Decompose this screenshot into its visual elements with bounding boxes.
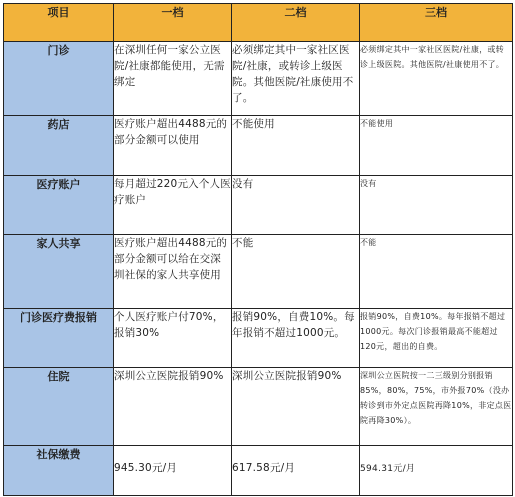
header-tier-1: 一档: [114, 4, 232, 42]
tier1-cell: 医疗账户超出4488元的部分金额可以使用: [114, 116, 232, 176]
tier2-cell: 不能: [232, 235, 360, 309]
tier1-cell: 个人医疗账户付70%，报销30%: [114, 309, 232, 368]
insurance-comparison-table: [3, 3, 513, 496]
row-medical-account: [4, 176, 513, 235]
tier2-cell: 不能使用: [232, 116, 360, 176]
tier2-cell: 必须绑定其中一家社区医院/社康，或转诊上级医院。其他医院/社康使用不了。: [232, 42, 360, 116]
row-hospitalization: [4, 368, 513, 446]
tier3-cell: 不能使用: [360, 116, 513, 176]
header-item: 项目: [4, 4, 114, 42]
tier3-cell: 没有: [360, 176, 513, 235]
tier3-cell: 不能: [360, 235, 513, 309]
tier1-cell: 在深圳任何一家公立医院/社康都能使用，无需绑定: [114, 42, 232, 116]
header-tier-3: 三档: [360, 4, 513, 42]
row-pharmacy: [4, 116, 513, 176]
tier1-cell: 每月超过220元入个人医疗账户: [114, 176, 232, 235]
row-label: 门诊: [4, 42, 114, 116]
tier2-cell: 没有: [232, 176, 360, 235]
header-row: [4, 4, 513, 42]
tier3-cell: 必须绑定其中一家社区医院/社康，或转诊上级医院。其他医院/社康使用不了。: [360, 42, 513, 116]
row-label: 社保缴费: [4, 446, 114, 496]
row-outpatient: [4, 42, 513, 116]
tier3-cell: 报销90%，自费10%。每年报销不超过1000元。每次门诊报销最高不能超过120元，超出的自费。: [360, 309, 513, 368]
tier3-cell: 594.31元/月: [360, 446, 513, 496]
row-label: 门诊医疗费报销: [4, 309, 114, 368]
row-label: 住院: [4, 368, 114, 446]
tier3-cell: 深圳公立医院按一二三级别分别报销85%，80%，75%，市外报70%（没办转诊到市外定点医院再降10%，非定点医院再降30%）。: [360, 368, 513, 446]
row-label: 药店: [4, 116, 114, 176]
row-label: 家人共享: [4, 235, 114, 309]
tier2-cell: 深圳公立医院报销90%: [232, 368, 360, 446]
row-label: 医疗账户: [4, 176, 114, 235]
tier1-cell: 945.30元/月: [114, 446, 232, 496]
row-contribution: [4, 446, 513, 496]
row-outpatient-reimbursement: [4, 309, 513, 368]
row-family-share: [4, 235, 513, 309]
tier1-cell: 医疗账户超出4488元的部分金额可以给在交深圳社保的家人共享使用: [114, 235, 232, 309]
header-tier-2: 二档: [232, 4, 360, 42]
tier2-cell: 617.58元/月: [232, 446, 360, 496]
tier1-cell: 深圳公立医院报销90%: [114, 368, 232, 446]
tier2-cell: 报销90%，自费10%。每年报销不超过1000元。: [232, 309, 360, 368]
